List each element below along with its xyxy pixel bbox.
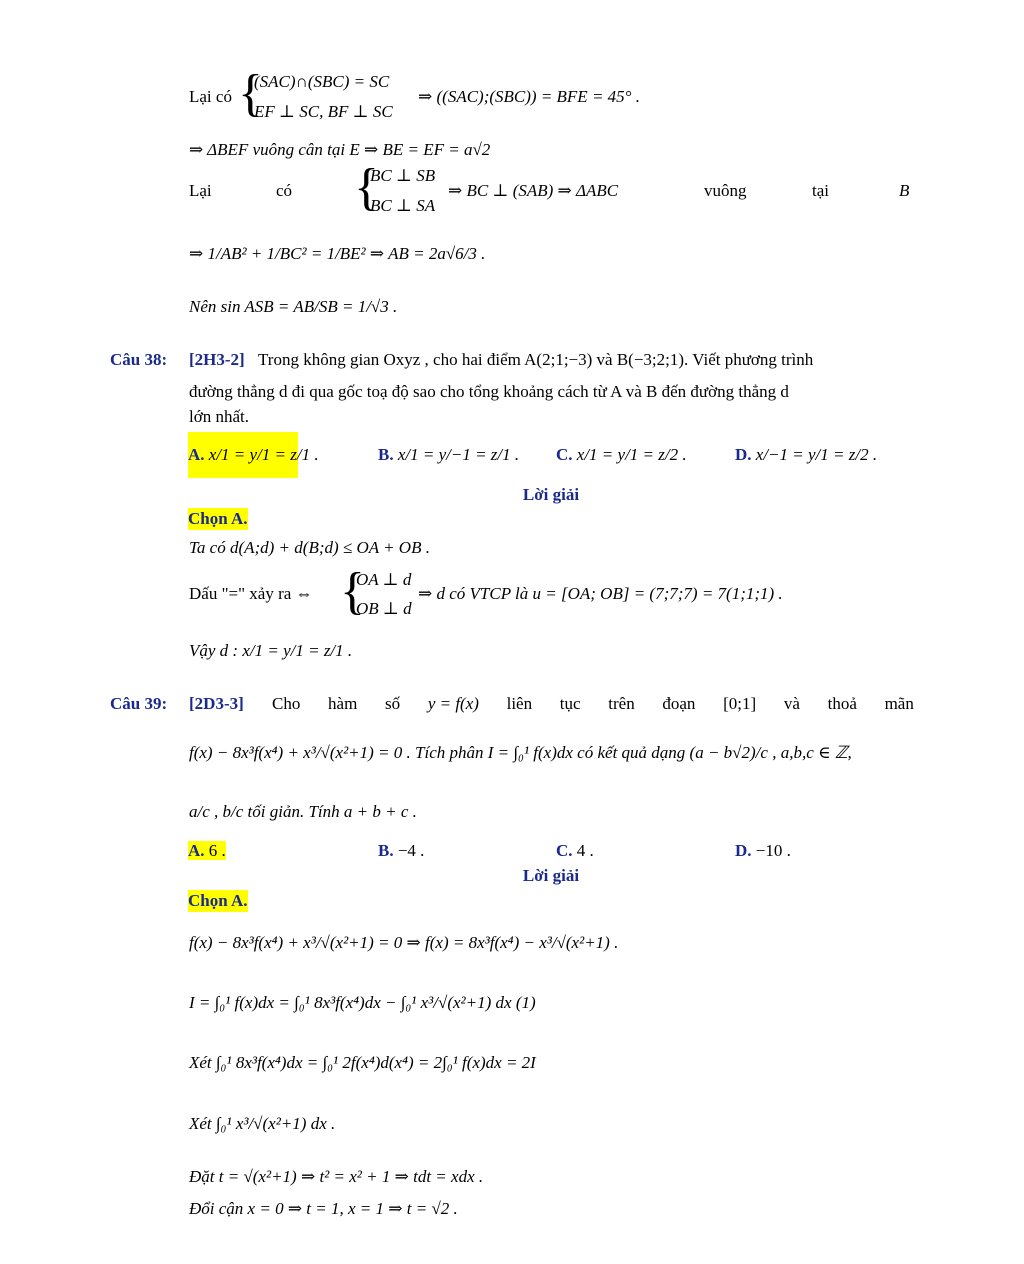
math-expression: BC ⊥ SB xyxy=(370,166,436,185)
question-label: Câu 39: xyxy=(110,694,168,713)
answer-option-c xyxy=(556,840,594,862)
word: và xyxy=(783,694,800,713)
system-brace: { xyxy=(354,159,379,216)
solution-line: Xét ∫₀¹ 8x³f(x⁴)dx = ∫₀¹ 2f(x⁴)d(x⁴) = 2∫₀¹ f(x)dx = 2I xyxy=(189,1053,536,1072)
text-line: tại xyxy=(812,181,829,200)
option-letter: B. xyxy=(378,841,394,860)
solution-line: Dấu "=" xảy ra ⇔ xyxy=(189,584,313,603)
question-text xyxy=(272,693,914,715)
word: thoả xyxy=(827,694,857,713)
solution-line: I = ∫₀¹ f(x)dx = ∫₀¹ 8x³f(x⁴)dx − ∫₀¹ x³/√(x²+1) dx (1) xyxy=(189,993,536,1012)
question-text: lớn nhất. xyxy=(189,407,249,426)
word: mãn xyxy=(884,694,914,713)
word: liên xyxy=(506,694,533,713)
math-expression: BC ⊥ SA xyxy=(370,196,436,215)
math-expression: OB ⊥ d xyxy=(356,599,412,618)
option-text: x/1 = y/1 = z/2 . xyxy=(576,445,687,464)
word: đoạn xyxy=(662,694,696,713)
solution-line: Đặt t = √(x²+1) ⇒ t² = x² + 1 ⇒ tdt = xdx . xyxy=(189,1167,484,1186)
question-text: đường thẳng d đi qua gốc toạ độ sao cho tổng khoảng cách từ A và B đến đường thẳng d xyxy=(189,382,789,401)
solution-line: Ta có d(A;d) + d(B;d) ≤ OA + OB . xyxy=(189,538,430,557)
math-expression: EF ⊥ SC, BF ⊥ SC xyxy=(254,102,393,121)
option-letter: C. xyxy=(556,841,573,860)
text-line: Lại có xyxy=(189,87,232,106)
math-line: ⇒ ΔBEF vuông cân tại E ⇒ BE = EF = a√2 xyxy=(189,140,491,159)
answer-option-d xyxy=(735,432,877,478)
text-line: vuông xyxy=(704,181,747,200)
option-text: 6 . xyxy=(208,841,226,860)
system-brace: { xyxy=(340,563,365,620)
word: số xyxy=(385,694,401,713)
answer-option-d xyxy=(735,840,791,862)
question-text: Trong không gian Oxyz , cho hai điểm A(2;1;−3) và B(−3;2;1). Viết phương trình xyxy=(258,350,814,369)
text-line: Lại xyxy=(189,181,212,200)
math-expression: OA ⊥ d xyxy=(356,570,412,589)
answer-option-b xyxy=(378,840,424,862)
answer-option-b xyxy=(378,432,519,478)
option-letter: D. xyxy=(735,841,752,860)
math-expression: ⇒ BC ⊥ (SAB) ⇒ ΔABC xyxy=(448,181,619,200)
math-expression: ⇒ d có VTCP là u = [OA; OB] = (7;7;7) = 7(1;1;1) . xyxy=(418,584,783,603)
question-text: f(x) − 8x³f(x⁴) + x³/√(x²+1) = 0 . Tích phân I = ∫₀¹ f(x)dx có kết quả dạng (a − b√2)/c , a,b,c ∈ ℤ, xyxy=(189,743,852,762)
question-label: Câu 38: xyxy=(110,350,168,369)
option-letter: B. xyxy=(378,445,394,464)
option-letter: D. xyxy=(735,445,752,464)
option-letter: A. xyxy=(188,841,205,860)
solution-title: Lời giải xyxy=(522,485,580,504)
option-text: x/−1 = y/1 = z/2 . xyxy=(755,445,878,464)
option-text: x/1 = y/1 = z/1 . xyxy=(208,445,319,464)
word: trên xyxy=(608,694,635,713)
system-brace: { xyxy=(238,65,263,122)
chosen-answer: Chọn A. xyxy=(188,891,248,910)
word: tục xyxy=(559,694,581,713)
solution-title: Lời giải xyxy=(522,866,580,885)
option-text: −10 . xyxy=(755,841,791,860)
chosen-answer: Chọn A. xyxy=(188,509,248,528)
option-text: −4 . xyxy=(397,841,425,860)
option-text: 4 . xyxy=(576,841,594,860)
word: hàm xyxy=(328,694,358,713)
math-line: Nên sin ASB = AB/SB = 1/√3 . xyxy=(189,297,398,316)
solution-line: f(x) − 8x³f(x⁴) + x³/√(x²+1) = 0 ⇒ f(x) = 8x³f(x⁴) − x³/√(x²+1) . xyxy=(189,933,619,952)
option-letter: C. xyxy=(556,445,573,464)
word: y = f(x) xyxy=(427,694,479,713)
math-line: ⇒ 1/AB² + 1/BC² = 1/BE² ⇒ AB = 2a√6/3 . xyxy=(189,244,486,263)
question-text: a/c , b/c tối giản. Tính a + b + c . xyxy=(189,802,417,821)
word: [0;1] xyxy=(723,694,757,713)
question-tag: [2H3-2] xyxy=(189,350,245,369)
math-expression: B xyxy=(899,181,910,200)
answer-option-a xyxy=(188,432,319,478)
solution-line: Xét ∫₀¹ x³/√(x²+1) dx . xyxy=(189,1114,336,1133)
option-text: x/1 = y/−1 = z/1 . xyxy=(397,445,520,464)
solution-line: Đổi cận x = 0 ⇒ t = 1, x = 1 ⇒ t = √2 . xyxy=(189,1199,458,1218)
answer-option-c xyxy=(556,432,687,478)
solution-line: Vậy d : x/1 = y/1 = z/1 . xyxy=(189,641,353,660)
option-letter: A. xyxy=(188,445,205,464)
word: Cho xyxy=(272,694,301,713)
answer-option-a xyxy=(188,840,226,862)
math-expression: ⇒ ((SAC);(SBC)) = BFE = 45° . xyxy=(418,87,640,106)
text-line: có xyxy=(276,181,293,200)
math-expression: (SAC)∩(SBC) = SC xyxy=(254,72,390,91)
question-tag: [2D3-3] xyxy=(189,694,244,713)
